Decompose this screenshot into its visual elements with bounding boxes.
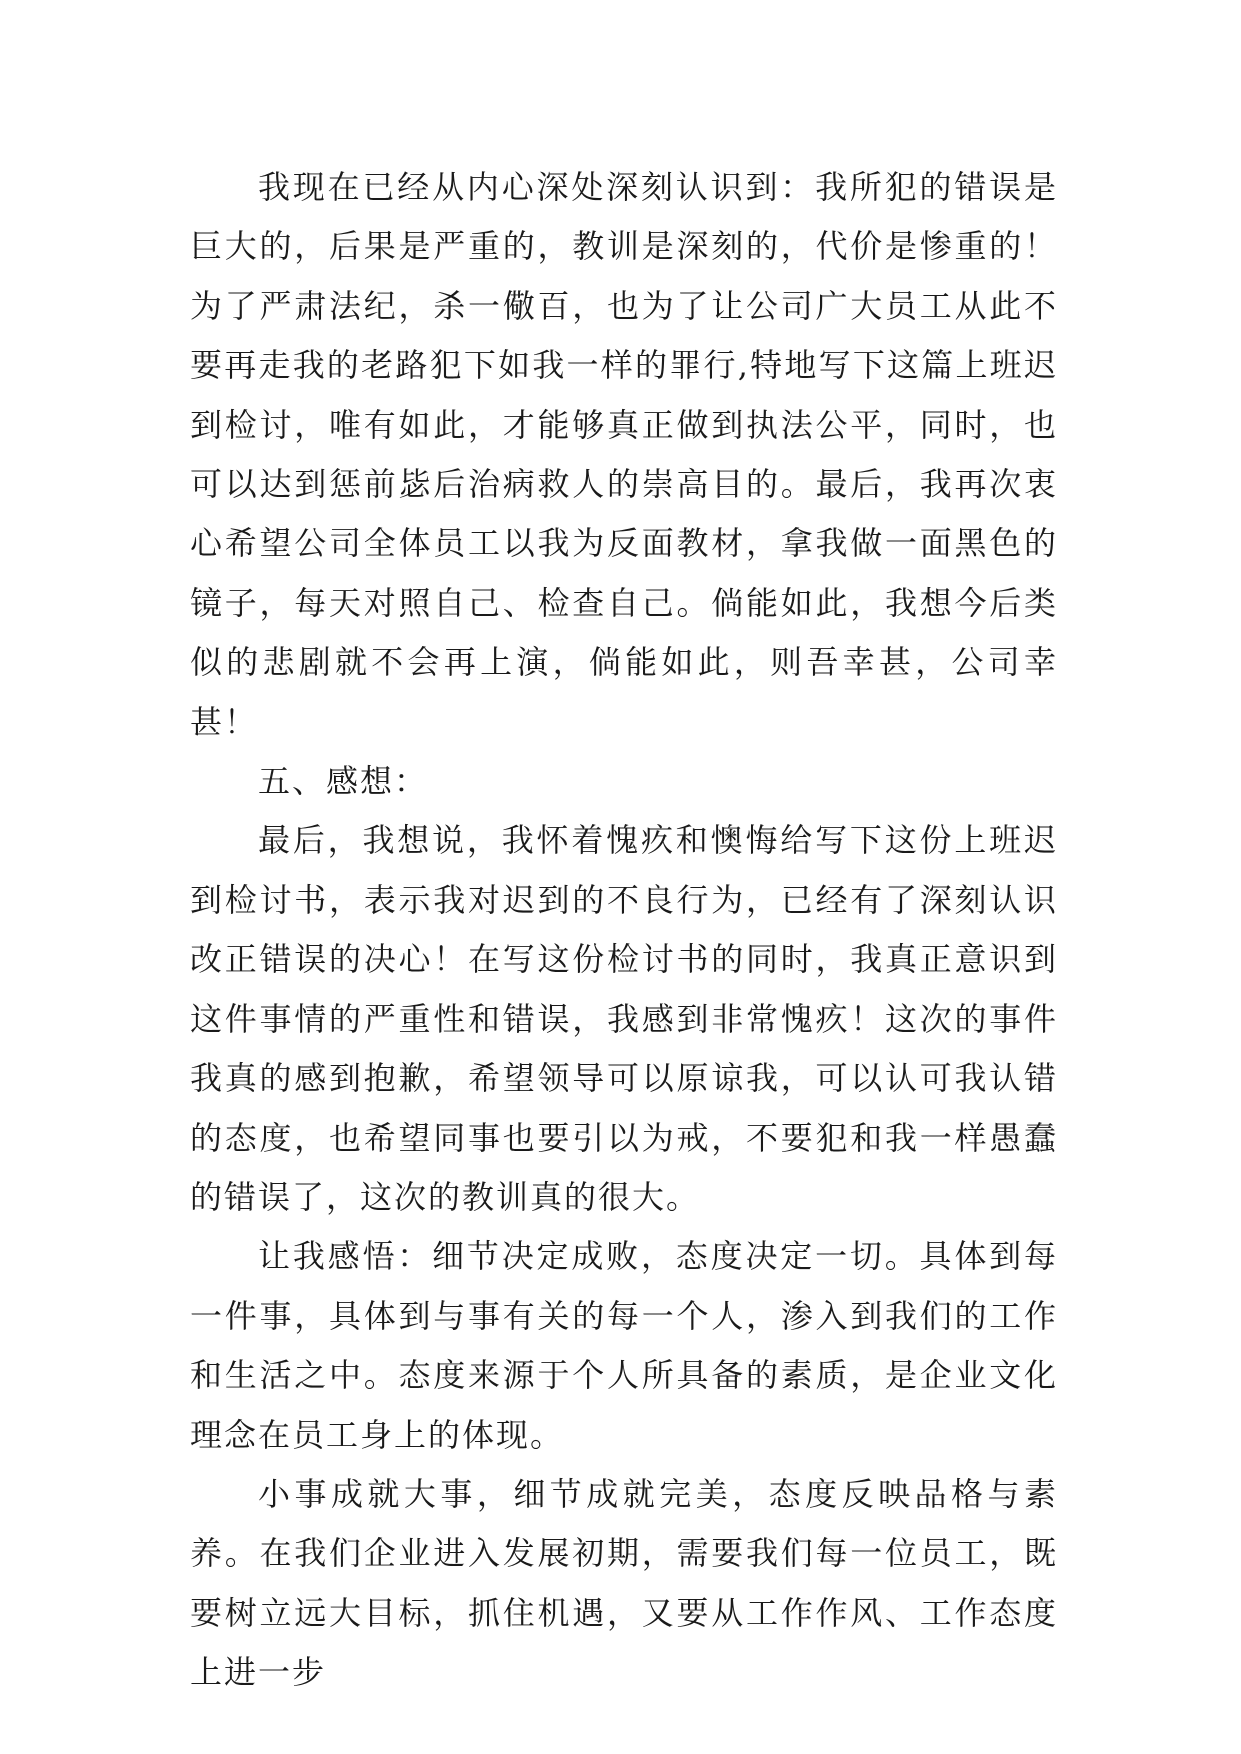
paragraph-details: 小事成就大事，细节成就完美，态度反映品格与素养。在我们企业进入发展初期，需要我们每一位员工，既要树立远大目标，抓住机遇，又要从工作作风、工作态度上进一步	[190, 1474, 1058, 1692]
section-heading-thoughts: 五、感想：	[258, 762, 429, 801]
paragraph-reflection: 我现在已经从内心深处深刻认识到：我所犯的错误是巨大的，后果是严重的，教训是深刻的，代价是惨重的！为了严肃法纪，杀一儆百，也为了让公司广大员工从此不要再走我的老路犯下如我一样的罪行,特地写下这篇上班迟到检讨，唯有如此，才能够真正做到执法公平，同时，也可以达到惩前毖后治病救人的崇高目的。最后，我再次衷心希望公司全体员工以我为反面教材，拿我做一面黑色的镜子，每天对照自己、检查自己。倘能如此，我想今后类似的悲剧就不会再上演，倘能如此，则吾幸甚，公司幸甚！	[190, 168, 1058, 741]
paragraph-closing: 最后，我想说，我怀着愧疚和懊悔给写下这份上班迟到检讨书，表示我对迟到的不良行为，已经有了深刻认识改正错误的决心！在写这份检讨书的同时，我真正意识到这件事情的严重性和错误，我感到非常愧疚！这次的事件我真的感到抱歉，希望领导可以原谅我，可以认可我认错的态度，也希望同事也要引以为戒，不要犯和我一样愚蠢的错误了，这次的教训真的很大。	[190, 821, 1058, 1216]
document-body	[190, 158, 1058, 1703]
paragraph-insight: 让我感悟：细节决定成败，态度决定一切。具体到每一件事，具体到与事有关的每一个人，渗入到我们的工作和生活之中。态度来源于个人所具备的素质，是企业文化理念在员工身上的体现。	[190, 1237, 1058, 1454]
